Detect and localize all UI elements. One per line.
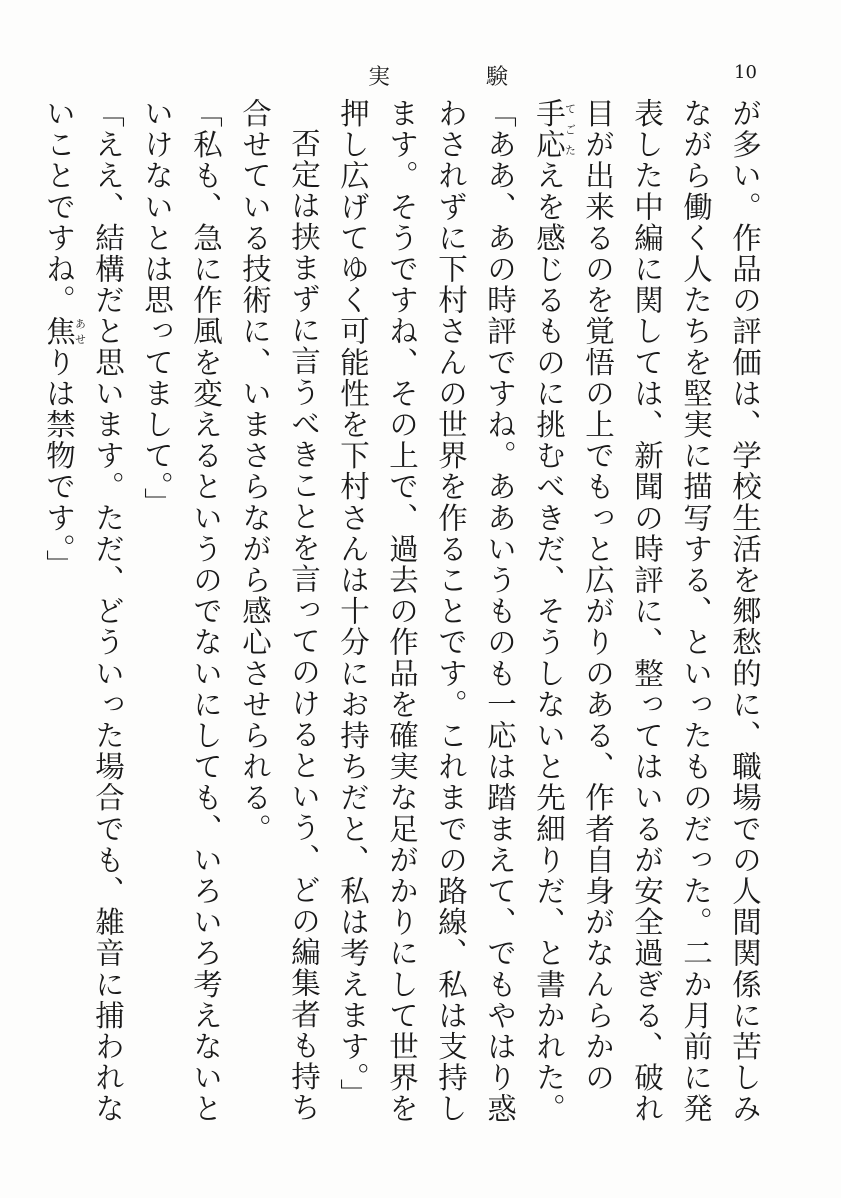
ruby-tegota [532,98,577,161]
chapter-title: 実験 [368,65,605,90]
ruby-base: 手応 [532,98,566,161]
body-text [42,98,769,1128]
paragraph-4-dialogue: 「私も、急に作風を変えるというのでないにしても、いろいろ考えないといけないとは思ってまして。」 [140,98,223,1125]
paragraph-3: 否定は挟まずに言うべきことを言ってのけるという、どの編集者も持ち合せている技術に、いまさらながら感心させられる。 [238,98,321,1123]
paragraph-5-end: りは禁物です。」 [42,346,76,581]
ruby-reading: あせ [73,315,87,347]
paragraph-1-middle: く人たちを堅実に描写する、といったものだった。二か月前に発表した中編に関しては、新聞の時評に、整ってはいるが安全過ぎる、破れ目が出来るのを覚悟の上でもっと広がりのある、作者自身がなんらかの [581,98,713,1125]
ruby-reading: てごた [563,98,577,161]
paragraph-2-dialogue: 「ああ、あの時評ですね。ああいうものも一応は踏まえて、でもやはり惑わされずに下村さんの世界を作ることです。これまでの路線、私は支持します。そうですね、その上で、過去の作品を確実な足がかりにして世界を押し広げてゆく可能性を下村さんは十分にお持ちだと、私は考えます。」 [336,98,517,1125]
paragraph-1-end: えを感じるものに挑むべきだ、そうしないと先細りだ、と書かれた。 [532,160,566,1125]
ruby-base: 焦 [42,315,76,347]
paragraph-5-start: 「ええ、結構だと思います。ただ、どういった場合でも、雑音に捕われないことですね。 [42,98,125,1125]
paragraph-1-first-line: が多い。作品の評価は、学校生活を郷愁的に、職場での人間関係に苦しみながら働 [679,98,762,1125]
paragraph-5-dialogue [34,98,132,1128]
ruby-ase [42,315,87,347]
page-number: 10 [734,62,757,83]
paragraph-1 [524,98,769,1128]
running-header [0,60,841,90]
